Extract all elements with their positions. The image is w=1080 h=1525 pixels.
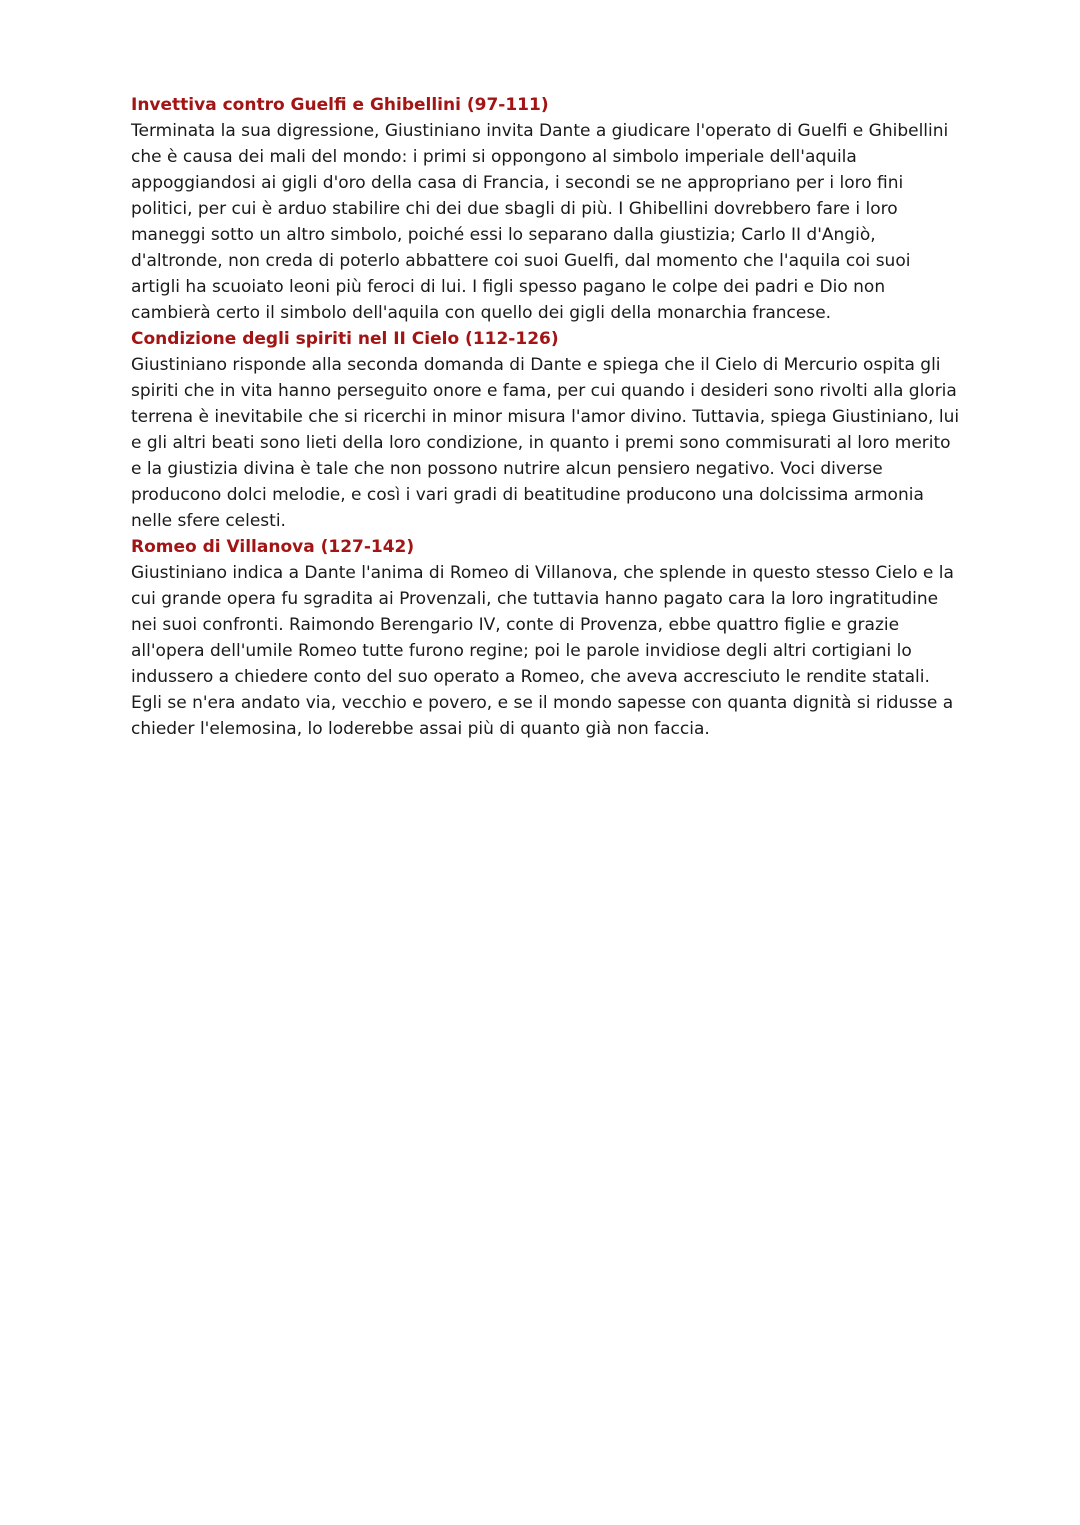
section-condizione-spiriti bbox=[131, 326, 961, 534]
section-heading: Condizione degli spiriti nel II Cielo (112-126) bbox=[131, 329, 559, 349]
section-heading: Invettiva contro Guelfi e Ghibellini (97-111) bbox=[131, 95, 549, 115]
section-invettiva bbox=[131, 92, 961, 326]
section-romeo-villanova bbox=[131, 534, 961, 742]
section-paragraph: Terminata la sua digressione, Giustiniano invita Dante a giudicare l'operato di Guelfi e Ghibellini che è causa dei mali del mondo: i primi si oppongono al simbolo imperiale dell'aquila appoggiandosi ai gigli d'oro della casa di Francia, i secondi se ne appropriano per i loro fini politici, per cui è arduo stabilire chi dei due sbagli di più. I Ghibellini dovrebbero fare i loro maneggi sotto un altro simbolo, poiché essi lo separano dalla giustizia; Carlo II d'Angiò, d'altronde, non creda di poterlo abbattere coi suoi Guelfi, dal momento che l'aquila coi suoi artigli ha scuoiato leoni più feroci di lui. I figli spesso pagano le colpe dei padri e Dio non cambierà certo il simbolo dell'aquila con quello dei gigli della monarchia francese. bbox=[131, 121, 949, 323]
section-paragraph: Giustiniano indica a Dante l'anima di Romeo di Villanova, che splende in questo stesso Cielo e la cui grande opera fu sgradita ai Provenzali, che tuttavia hanno pagato cara la loro ingratitudine nei suoi confronti. Raimondo Berengario IV, conte di Provenza, ebbe quattro figlie e grazie all'opera dell'umile Romeo tutte furono regine; poi le parole invidiose degli altri cortigiani lo indussero a chiedere conto del suo operato a Romeo, che aveva accresciuto le rendite statali. Egli se n'era andato via, vecchio e povero, e se il mondo sapesse con quanta dignità si ridusse a chieder l'elemosina, lo loderebbe assai più di quanto già non faccia. bbox=[131, 563, 954, 739]
section-paragraph: Giustiniano risponde alla seconda domanda di Dante e spiega che il Cielo di Mercurio ospita gli spiriti che in vita hanno perseguito onore e fama, per cui quando i desideri sono rivolti alla gloria terrena è inevitabile che si ricerchi in minor misura l'amor divino. Tuttavia, spiega Giustiniano, lui e gli altri beati sono lieti della loro condizione, in quanto i premi sono commisurati al loro merito e la giustizia divina è tale che non possono nutrire alcun pensiero negativo. Voci diverse producono dolci melodie, e così i vari gradi di beatitudine producono una dolcissima armonia nelle sfere celesti. bbox=[131, 355, 960, 531]
document-page bbox=[131, 92, 961, 742]
section-heading: Romeo di Villanova (127-142) bbox=[131, 537, 415, 557]
